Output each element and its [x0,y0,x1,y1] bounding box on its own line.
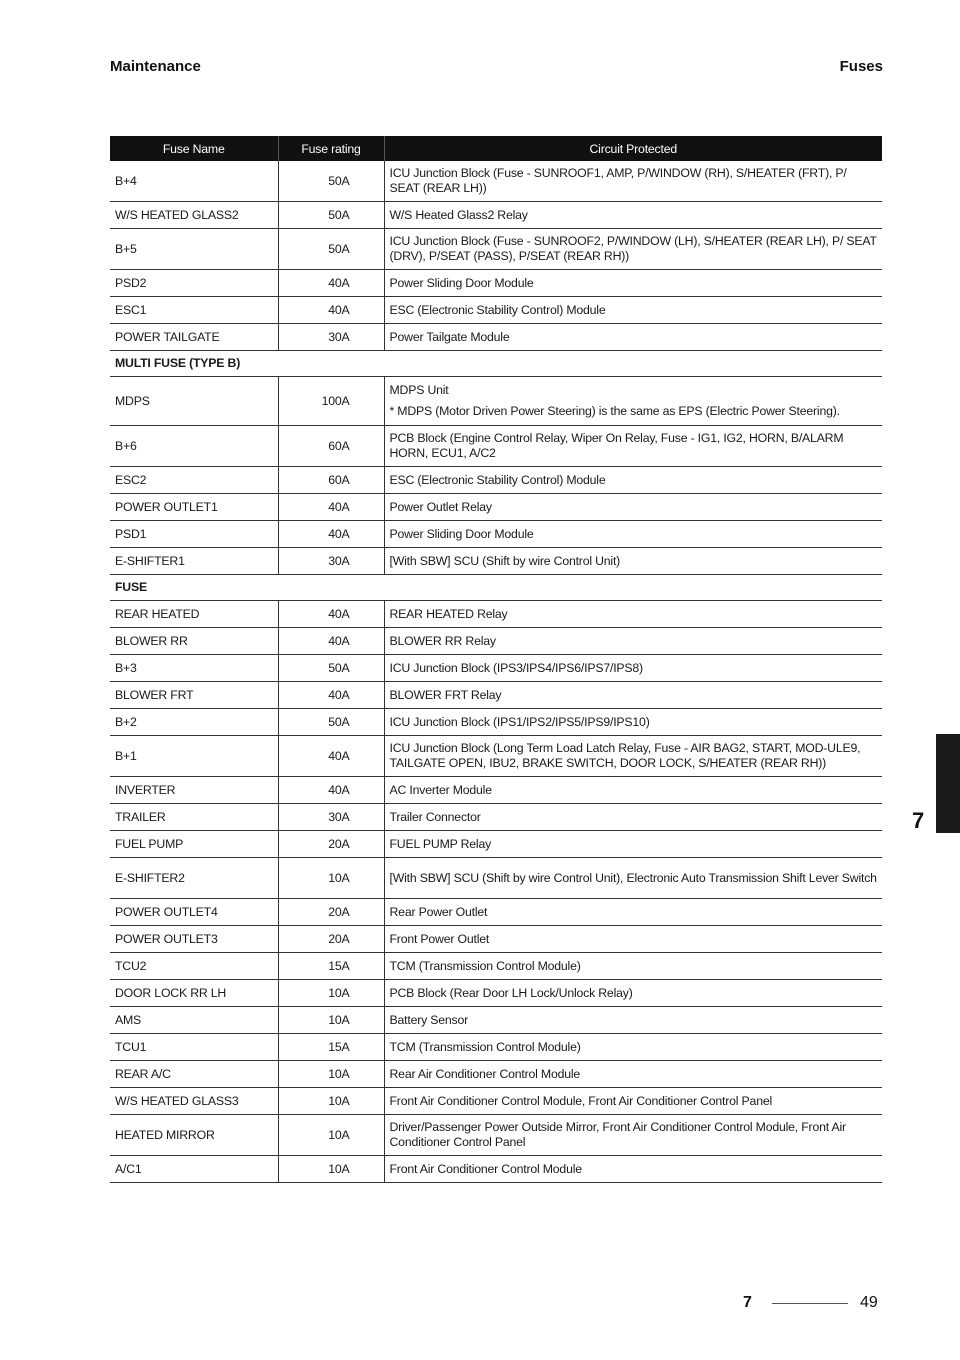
fuse-name-cell: ESC2 [110,467,278,494]
table-row [110,953,882,980]
fuse-name-cell: PSD1 [110,521,278,548]
table-row [110,682,882,709]
fuse-name-cell: B+3 [110,655,278,682]
fuse-name-cell: E-SHIFTER2 [110,858,278,899]
table-row [110,1088,882,1115]
circuit-protected-cell: ICU Junction Block (IPS1/IPS2/IPS5/IPS9/IPS10) [384,709,882,736]
fuse-rating-cell: 10A [278,980,384,1007]
fuse-rating-cell: 40A [278,270,384,297]
table-row [110,980,882,1007]
section-heading: MULTI FUSE (TYPE B) [110,351,882,377]
circuit-protected-cell: PCB Block (Engine Control Relay, Wiper On Relay, Fuse - IG1, IG2, HORN, B/ALARM HORN, ECU1, A/C2 [384,426,882,467]
fuse-rating-cell: 60A [278,467,384,494]
fuse-name-cell: TRAILER [110,804,278,831]
fuse-name-cell: HEATED MIRROR [110,1115,278,1156]
circuit-protected-cell: Power Sliding Door Module [384,270,882,297]
fuse-table [110,136,882,1183]
circuit-protected-cell: Front Air Conditioner Control Module [384,1156,882,1183]
table-row [110,777,882,804]
table-row [110,831,882,858]
table-row [110,202,882,229]
fuse-rating-cell: 50A [278,161,384,202]
section-row [110,351,882,377]
circuit-protected-cell: ESC (Electronic Stability Control) Module [384,297,882,324]
table-row [110,858,882,899]
table-row [110,494,882,521]
fuse-name-cell: POWER OUTLET3 [110,926,278,953]
circuit-protected-cell: Power Tailgate Module [384,324,882,351]
footer-chapter-number: 7 [743,1294,752,1311]
circuit-protected-cell: AC Inverter Module [384,777,882,804]
fuse-name-cell: BLOWER RR [110,628,278,655]
header-topic-title: Fuses [839,58,883,75]
fuse-rating-cell: 10A [278,1115,384,1156]
chapter-side-number: 7 [912,808,925,833]
fuse-name-cell: DOOR LOCK RR LH [110,980,278,1007]
table-row [110,628,882,655]
circuit-protected-cell: Rear Power Outlet [384,899,882,926]
table-row [110,1115,882,1156]
fuse-name-cell: B+1 [110,736,278,777]
fuse-name-cell: MDPS [110,377,278,426]
fuse-rating-cell: 10A [278,1156,384,1183]
table-row [110,467,882,494]
circuit-protected-cell: ICU Junction Block (IPS3/IPS4/IPS6/IPS7/IPS8) [384,655,882,682]
fuse-name-cell: FUEL PUMP [110,831,278,858]
circuit-text: MDPS Unit [389,383,449,397]
circuit-protected-cell: Power Outlet Relay [384,494,882,521]
circuit-protected-cell: ICU Junction Block (Fuse - SUNROOF1, AMP, P/WINDOW (RH), S/HEATER (FRT), P/ SEAT (REAR LH)) [384,161,882,202]
fuse-name-cell: TCU1 [110,1034,278,1061]
table-row [110,229,882,270]
fuse-name-cell: REAR A/C [110,1061,278,1088]
circuit-protected-cell: ESC (Electronic Stability Control) Module [384,467,882,494]
table-row [110,1156,882,1183]
footer-divider [772,1303,848,1304]
fuse-rating-cell: 10A [278,1007,384,1034]
circuit-protected-cell: FUEL PUMP Relay [384,831,882,858]
fuse-rating-cell: 40A [278,601,384,628]
circuit-protected-cell [384,377,882,426]
circuit-protected-cell: BLOWER RR Relay [384,628,882,655]
circuit-protected-cell: TCM (Transmission Control Module) [384,1034,882,1061]
circuit-protected-cell: Power Sliding Door Module [384,521,882,548]
table-row [110,1007,882,1034]
fuse-rating-cell: 50A [278,202,384,229]
table-row [110,426,882,467]
table-row [110,270,882,297]
fuse-rating-cell: 40A [278,777,384,804]
table-row [110,601,882,628]
column-header-fuse-name: Fuse Name [110,136,278,161]
chapter-side-tab [936,734,960,833]
fuse-rating-cell: 40A [278,494,384,521]
fuse-rating-cell: 10A [278,858,384,899]
fuse-name-cell: AMS [110,1007,278,1034]
fuse-rating-cell: 20A [278,899,384,926]
table-row [110,377,882,426]
circuit-protected-cell: Rear Air Conditioner Control Module [384,1061,882,1088]
table-row [110,736,882,777]
table-row [110,521,882,548]
fuse-rating-cell: 30A [278,804,384,831]
fuse-rating-cell: 10A [278,1088,384,1115]
fuse-name-cell: E-SHIFTER1 [110,548,278,575]
fuse-rating-cell: 30A [278,324,384,351]
fuse-rating-cell: 50A [278,709,384,736]
fuse-name-cell: A/C1 [110,1156,278,1183]
circuit-protected-cell: REAR HEATED Relay [384,601,882,628]
fuse-name-cell: POWER OUTLET1 [110,494,278,521]
circuit-protected-cell: W/S Heated Glass2 Relay [384,202,882,229]
circuit-protected-cell: PCB Block (Rear Door LH Lock/Unlock Relay) [384,980,882,1007]
circuit-protected-cell: Front Power Outlet [384,926,882,953]
fuse-rating-cell: 60A [278,426,384,467]
circuit-protected-cell: TCM (Transmission Control Module) [384,953,882,980]
section-row [110,575,882,601]
fuse-rating-cell: 40A [278,628,384,655]
table-row [110,324,882,351]
circuit-protected-cell: ICU Junction Block (Fuse - SUNROOF2, P/WINDOW (LH), S/HEATER (REAR LH), P/ SEAT (DRV), P/SEAT (PASS), P/SEAT (REAR RH)) [384,229,882,270]
fuse-name-cell: W/S HEATED GLASS2 [110,202,278,229]
section-heading: FUSE [110,575,882,601]
table-row [110,1061,882,1088]
column-header-circuit-protected: Circuit Protected [384,136,882,161]
fuse-name-cell: B+4 [110,161,278,202]
table-row [110,297,882,324]
fuse-name-cell: POWER OUTLET4 [110,899,278,926]
circuit-protected-cell: ICU Junction Block (Long Term Load Latch Relay, Fuse - AIR BAG2, START, MOD-ULE9, TAILGATE OPEN, IBU2, BRAKE SWITCH, DOOR LOCK, S/HEATER (REAR RH)) [384,736,882,777]
table-row [110,548,882,575]
fuse-rating-cell: 15A [278,1034,384,1061]
table-header-row [110,136,882,161]
fuse-name-cell: TCU2 [110,953,278,980]
fuse-table-body [110,161,882,1183]
fuse-rating-cell: 30A [278,548,384,575]
circuit-protected-cell: Trailer Connector [384,804,882,831]
header-section-title: Maintenance [110,58,201,75]
table-row [110,1034,882,1061]
fuse-rating-cell: 40A [278,736,384,777]
table-row [110,709,882,736]
fuse-name-cell: W/S HEATED GLASS3 [110,1088,278,1115]
fuse-name-cell: PSD2 [110,270,278,297]
fuse-rating-cell: 15A [278,953,384,980]
fuse-rating-cell: 40A [278,297,384,324]
fuse-rating-cell: 50A [278,655,384,682]
fuse-name-cell: POWER TAILGATE [110,324,278,351]
column-header-fuse-rating: Fuse rating [278,136,384,161]
fuse-name-cell: BLOWER FRT [110,682,278,709]
fuse-rating-cell: 20A [278,926,384,953]
fuse-name-cell: INVERTER [110,777,278,804]
circuit-protected-cell: Driver/Passenger Power Outside Mirror, Front Air Conditioner Control Module, Front Air Conditioner Control Panel [384,1115,882,1156]
circuit-note: * MDPS (Motor Driven Power Steering) is the same as EPS (Electric Power Steering). [389,404,840,418]
circuit-protected-cell: Battery Sensor [384,1007,882,1034]
circuit-protected-cell: [With SBW] SCU (Shift by wire Control Unit), Electronic Auto Transmission Shift Lever Switch [384,858,882,899]
fuse-rating-cell: 100A [278,377,384,426]
circuit-protected-cell: [With SBW] SCU (Shift by wire Control Unit) [384,548,882,575]
circuit-protected-cell: Front Air Conditioner Control Module, Front Air Conditioner Control Panel [384,1088,882,1115]
fuse-rating-cell: 40A [278,521,384,548]
fuse-name-cell: B+2 [110,709,278,736]
footer-page-number: 49 [860,1294,878,1311]
fuse-name-cell: ESC1 [110,297,278,324]
table-row [110,926,882,953]
fuse-name-cell: B+5 [110,229,278,270]
fuse-name-cell: REAR HEATED [110,601,278,628]
fuse-rating-cell: 10A [278,1061,384,1088]
fuse-name-cell: B+6 [110,426,278,467]
table-row [110,655,882,682]
table-row [110,899,882,926]
fuse-rating-cell: 20A [278,831,384,858]
fuse-rating-cell: 50A [278,229,384,270]
table-row [110,804,882,831]
circuit-protected-cell: BLOWER FRT Relay [384,682,882,709]
fuse-rating-cell: 40A [278,682,384,709]
table-row [110,161,882,202]
